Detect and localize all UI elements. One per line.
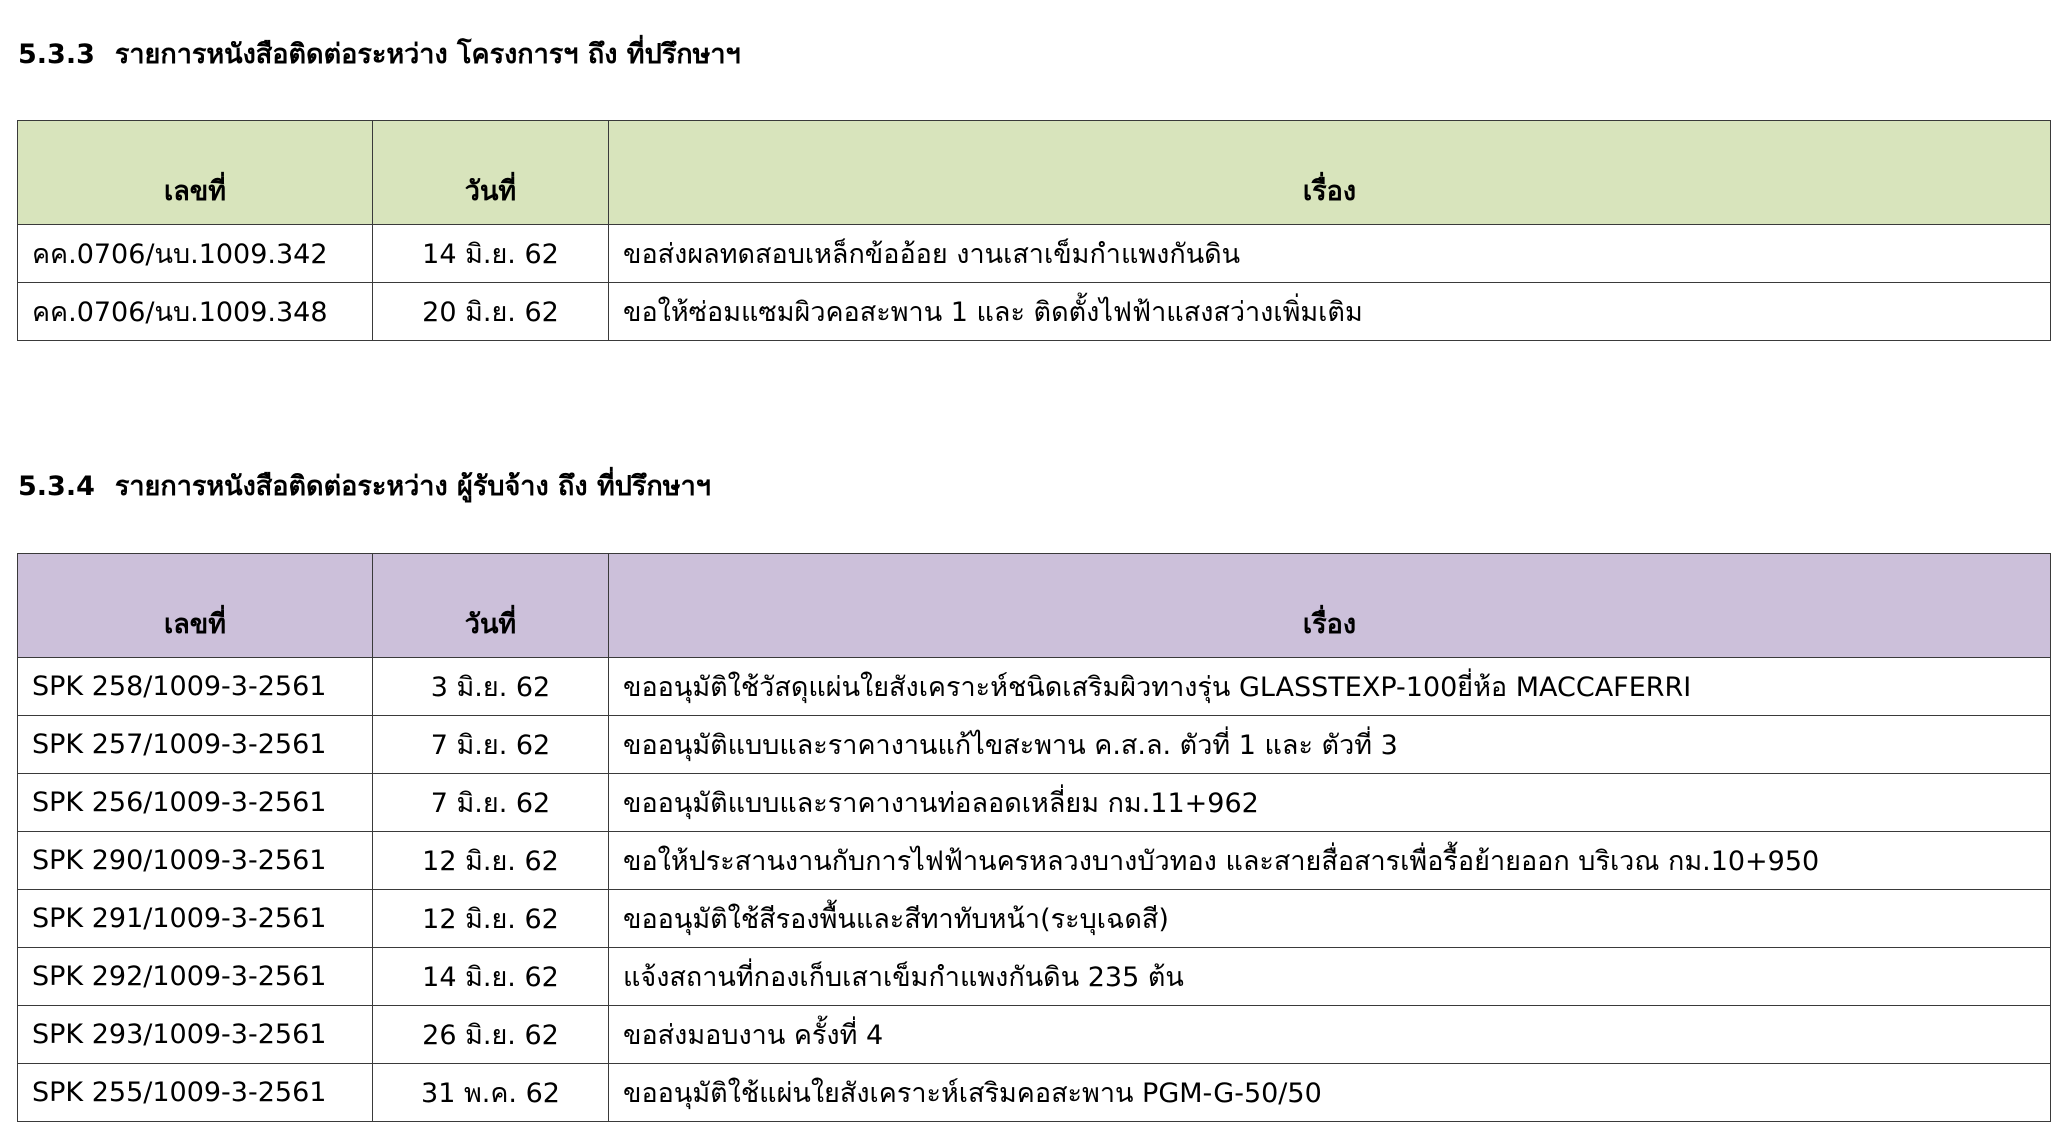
letter-number-cell: SPK 258/1009-3-2561: [18, 658, 373, 716]
column-header-number: เลขที่: [18, 121, 373, 225]
letter-number-cell: คค.0706/นบ.1009.348: [18, 283, 373, 341]
date-cell: 14 มิ.ย. 62: [373, 948, 609, 1006]
date-cell: 20 มิ.ย. 62: [373, 283, 609, 341]
section-title: รายการหนังสือติดต่อระหว่าง โครงการฯ ถึง ที่ปรึกษาฯ: [114, 39, 741, 70]
letter-number-cell: SPK 291/1009-3-2561: [18, 890, 373, 948]
subject-cell: ขออนุมัติใช้แผ่นใยสังเคราะห์เสริมคอสะพาน PGM-G-50/50: [609, 1064, 2051, 1122]
letter-number-cell: คค.0706/นบ.1009.342: [18, 225, 373, 283]
date-cell: 3 มิ.ย. 62: [373, 658, 609, 716]
letter-number-cell: SPK 292/1009-3-2561: [18, 948, 373, 1006]
date-cell: 26 มิ.ย. 62: [373, 1006, 609, 1064]
date-cell: 12 มิ.ย. 62: [373, 832, 609, 890]
table-row: [18, 1064, 2051, 1122]
subject-cell: ขออนุมัติแบบและราคางานท่อลอดเหลี่ยม กม.11+962: [609, 774, 2051, 832]
letter-number-cell: SPK 255/1009-3-2561: [18, 1064, 373, 1122]
table-body: [18, 225, 2051, 341]
table-row: [18, 283, 2051, 341]
table-row: [18, 832, 2051, 890]
table-row: [18, 225, 2051, 283]
table-header-row: [18, 121, 2051, 225]
section-title: รายการหนังสือติดต่อระหว่าง ผู้รับจ้าง ถึง ที่ปรึกษาฯ: [114, 471, 711, 502]
letter-number-cell: SPK 293/1009-3-2561: [18, 1006, 373, 1064]
subject-cell: ขอให้ประสานงานกับการไฟฟ้านครหลวงบางบัวทอง และสายสื่อสารเพื่อรื้อย้ายออก บริเวณ กม.10+950: [609, 832, 2051, 890]
column-header-subject: เรื่อง: [609, 554, 2051, 658]
date-cell: 7 มิ.ย. 62: [373, 716, 609, 774]
letter-number-cell: SPK 256/1009-3-2561: [18, 774, 373, 832]
date-cell: 7 มิ.ย. 62: [373, 774, 609, 832]
table-project-to-consultant: [17, 120, 2051, 341]
table-row: [18, 890, 2051, 948]
section-heading-5-3-3: [18, 38, 741, 72]
date-cell: 31 พ.ค. 62: [373, 1064, 609, 1122]
section-heading-5-3-4: [18, 470, 711, 504]
section-number: 5.3.4: [18, 471, 95, 502]
column-header-date: วันที่: [373, 554, 609, 658]
table-row: [18, 774, 2051, 832]
date-cell: 14 มิ.ย. 62: [373, 225, 609, 283]
table-header-row: [18, 554, 2051, 658]
subject-cell: ขออนุมัติใช้วัสดุแผ่นใยสังเคราะห์ชนิดเสริมผิวทางรุ่น GLASSTEXP-100ยี่ห้อ MACCAFERRI: [609, 658, 2051, 716]
table-row: [18, 658, 2051, 716]
column-header-number: เลขที่: [18, 554, 373, 658]
subject-cell: ขอส่งมอบงาน ครั้งที่ 4: [609, 1006, 2051, 1064]
subject-cell: ขอให้ซ่อมแซมผิวคอสะพาน 1 และ ติดตั้งไฟฟ้าแสงสว่างเพิ่มเติม: [609, 283, 2051, 341]
table-body: [18, 658, 2051, 1122]
letter-number-cell: SPK 290/1009-3-2561: [18, 832, 373, 890]
column-header-date: วันที่: [373, 121, 609, 225]
subject-cell: ขอส่งผลทดสอบเหล็กข้ออ้อย งานเสาเข็มกำแพงกันดิน: [609, 225, 2051, 283]
table-contractor-to-consultant: [17, 553, 2051, 1122]
column-header-subject: เรื่อง: [609, 121, 2051, 225]
table-row: [18, 716, 2051, 774]
date-cell: 12 มิ.ย. 62: [373, 890, 609, 948]
letter-number-cell: SPK 257/1009-3-2561: [18, 716, 373, 774]
subject-cell: แจ้งสถานที่กองเก็บเสาเข็มกำแพงกันดิน 235 ต้น: [609, 948, 2051, 1006]
section-number: 5.3.3: [18, 39, 95, 70]
subject-cell: ขออนุมัติใช้สีรองพื้นและสีทาทับหน้า(ระบุเฉดสี): [609, 890, 2051, 948]
subject-cell: ขออนุมัติแบบและราคางานแก้ไขสะพาน ค.ส.ล. ตัวที่ 1 และ ตัวที่ 3: [609, 716, 2051, 774]
table-row: [18, 948, 2051, 1006]
table-row: [18, 1006, 2051, 1064]
